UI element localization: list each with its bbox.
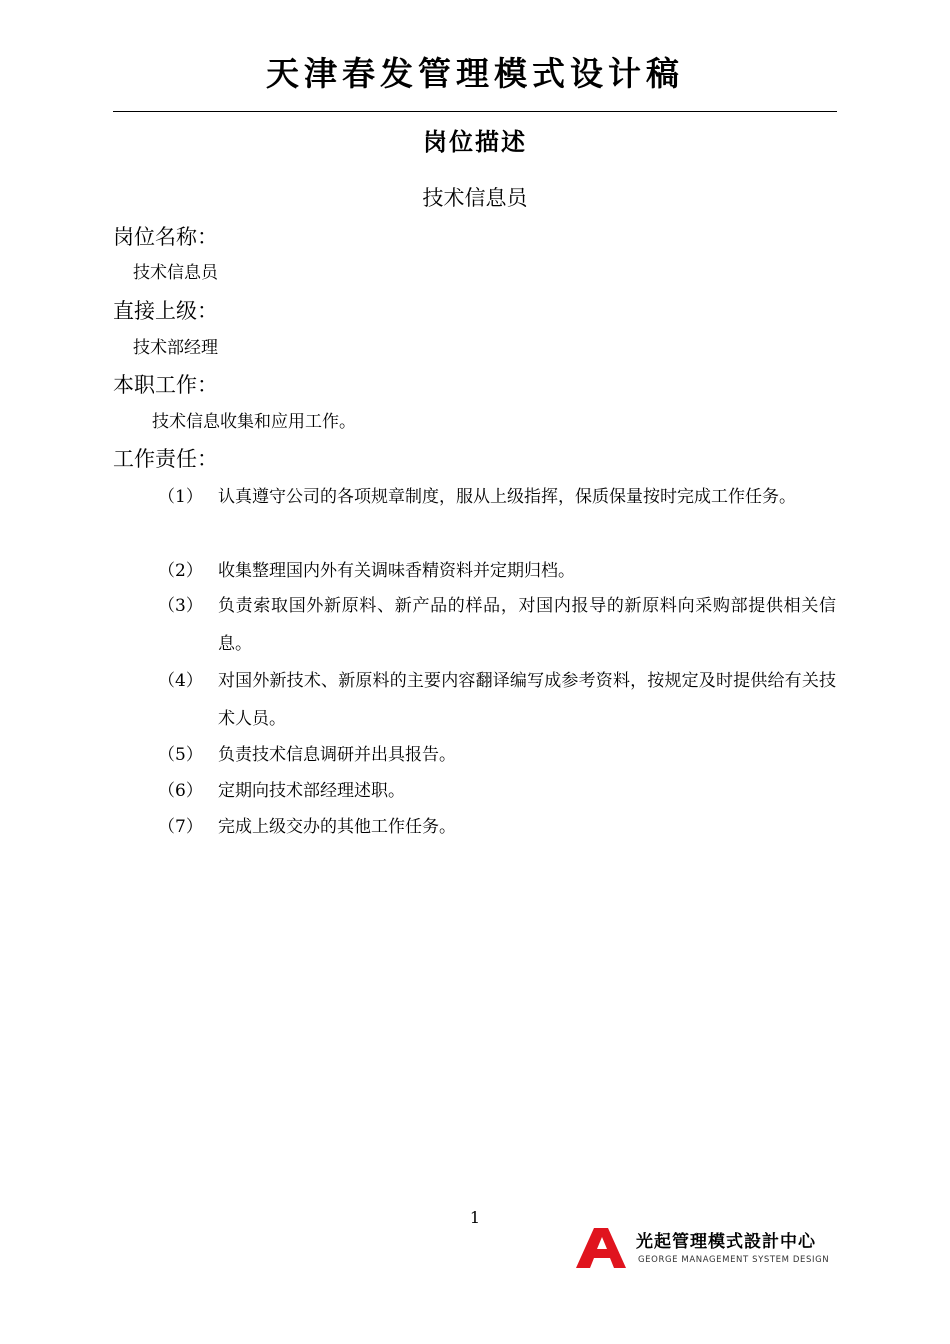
list-item-number: （4） [158, 671, 203, 691]
list-item-text: 收集整理国内外有关调味香精资料并定期归档。 [218, 561, 575, 581]
logo-a-icon [574, 1228, 630, 1268]
position-name-label: 岗位名称： [113, 225, 218, 249]
list-item-text: 完成上级交办的其他工作任务。 [218, 817, 456, 837]
position-title: 技术信息员 [422, 186, 528, 210]
direct-superior-value: 技术部经理 [133, 338, 218, 358]
main-job-label: 本职工作： [113, 373, 218, 397]
position-name-value: 技术信息员 [133, 263, 218, 283]
list-item-text: 负责索取国外新原料、新产品的样品，对国内报导的新原料向采购部提供相关信息。 [218, 596, 836, 654]
list-item-text: 对国外新技术、新原料的主要内容翻译编写成参考资料，按规定及时提供给有关技术人员。 [218, 671, 836, 729]
document-title: 天津春发管理模式设计稿 [266, 54, 684, 93]
list-item-number: （5） [158, 745, 203, 765]
responsibilities-label: 工作责任： [113, 447, 218, 471]
list-item-text: 认真遵守公司的各项规章制度，服从上级指挥，保质保量按时完成工作任务。 [218, 487, 796, 507]
list-item-text: 定期向技术部经理述职。 [218, 781, 405, 801]
list-item-text: 负责技术信息调研并出具报告。 [218, 745, 456, 765]
page-number: 1 [469, 1208, 481, 1227]
list-item-number: （3） [158, 596, 203, 616]
section-title: 岗位描述 [423, 128, 527, 156]
list-item-number: （2） [158, 561, 203, 581]
main-job-value: 技术信息收集和应用工作。 [152, 412, 356, 432]
company-logo [574, 1228, 838, 1270]
list-item-number: （7） [158, 817, 203, 837]
list-item-number: （6） [158, 781, 203, 801]
list-item-number: （1） [158, 487, 203, 507]
logo-english-name: GEORGE MANAGEMENT SYSTEM DESIGN [638, 1255, 830, 1265]
direct-superior-label: 直接上级： [113, 299, 218, 323]
logo-chinese-name: 光起管理模式設計中心 [636, 1232, 816, 1252]
